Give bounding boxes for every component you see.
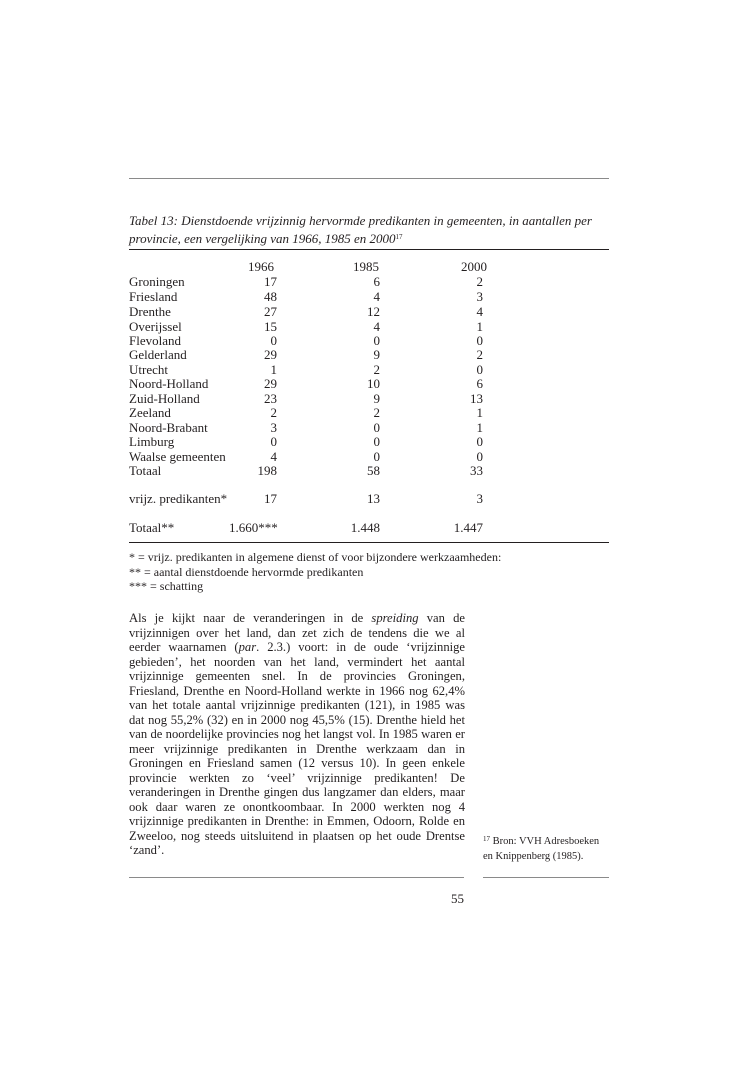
cell-1966: 198 bbox=[257, 463, 277, 478]
cell-1985: 0 bbox=[373, 449, 380, 464]
row-label: Flevoland bbox=[129, 333, 181, 348]
table-row bbox=[129, 347, 609, 362]
footnote bbox=[483, 832, 611, 864]
cell-2000: 0 bbox=[476, 449, 483, 464]
row-label: Waalse gemeenten bbox=[129, 449, 226, 464]
row-label: vrijz. predikanten* bbox=[129, 491, 228, 506]
cell-1966: 27 bbox=[264, 304, 277, 319]
body-emphasis: spreiding bbox=[371, 611, 419, 625]
cell-2000: 0 bbox=[476, 434, 483, 449]
cell-1966: 15 bbox=[264, 319, 277, 334]
cell-1985: 2 bbox=[373, 405, 380, 420]
cell-1985: 9 bbox=[373, 347, 380, 362]
cell-2000: 2 bbox=[476, 347, 483, 362]
cell-1966: 0 bbox=[270, 434, 277, 449]
table-row bbox=[129, 362, 609, 377]
row-label: Limburg bbox=[129, 434, 175, 449]
row-label: Groningen bbox=[129, 274, 185, 289]
table-row bbox=[129, 319, 609, 334]
row-label: Friesland bbox=[129, 289, 178, 304]
row-label: Zeeland bbox=[129, 405, 171, 420]
caption-text: Tabel 13: Dienstdoende vrijzinnig hervormde predikanten in gemeenten, in aantallen per provincie, een vergelijking van 1966, 1985 en 2000 bbox=[129, 213, 592, 246]
table-row bbox=[129, 449, 609, 464]
page-number: 55 bbox=[451, 891, 464, 906]
header-2000: 2000 bbox=[461, 259, 487, 274]
body-paragraph bbox=[129, 611, 465, 858]
caption-rule bbox=[129, 249, 609, 250]
cell-2000: 6 bbox=[476, 376, 483, 391]
table-row bbox=[129, 463, 609, 478]
cell-1966: 48 bbox=[264, 289, 277, 304]
cell-1985: 1.448 bbox=[350, 520, 380, 535]
note-line: ** = aantal dienstdoende hervormde predikanten bbox=[129, 564, 364, 579]
cell-2000: 33 bbox=[470, 463, 483, 478]
cell-1985: 58 bbox=[367, 463, 380, 478]
table-caption bbox=[129, 213, 609, 247]
cell-1985: 9 bbox=[373, 391, 380, 406]
cell-2000: 4 bbox=[476, 304, 483, 319]
cell-2000: 3 bbox=[476, 491, 483, 506]
footnote-text: Bron: VVH Adresboeken en Knippenberg (1985). bbox=[483, 836, 600, 862]
cell-2000: 1.447 bbox=[453, 520, 483, 535]
table-row bbox=[129, 491, 609, 506]
cell-2000: 13 bbox=[470, 391, 483, 406]
cell-1966: 2 bbox=[270, 405, 277, 420]
row-label: Overijssel bbox=[129, 319, 182, 334]
cell-2000: 1 bbox=[476, 405, 483, 420]
row-label: Drenthe bbox=[129, 304, 171, 319]
table-bottom-rule bbox=[129, 542, 609, 543]
cell-1985: 13 bbox=[367, 491, 380, 506]
table-row bbox=[129, 376, 609, 391]
table-header-row bbox=[129, 259, 609, 274]
caption-footnote-ref: 17 bbox=[395, 233, 403, 241]
cell-1966: 0 bbox=[270, 333, 277, 348]
table-row bbox=[129, 289, 609, 304]
body-text-part: . 2.3.) voort: in de oude ‘vrijzinnige gebieden’, het noorden van het land, vermindert het aantal vrijzinnige gemeenten snel. In de provincies Groningen, Friesland, Drenthe en Noord-Holland werkte in 1966 nog 62,4% van het totale aantal vrijzinnige predikanten (121), in 1985 was dat nog 55,2% (32) en in 2000 nog 45,5% (15). Drenthe hield het van de noordelijke provincies nog het langst vol. In 1985 waren er meer vrijzinnige predikanten in Drenthe werkzaam dan in Groningen en Friesland samen (12 versus 10). In geen enkele provincie werkten zo ‘veel’ vrijzinnige predikanten! De veranderingen in Drenthe gingen dus langzamer dan elders, maar ook daar waren ze onontkoombaar. In 2000 werkten nog 4 vrijzinnige predikanten in Drenthe: in Emmen, Odoorn, Rolde en Zweeloo, nog steeds uitsluitend in plaatsen op het oude Drentse ‘zand’. bbox=[129, 640, 466, 857]
cell-1985: 2 bbox=[373, 362, 380, 377]
footer-rule-right bbox=[483, 877, 609, 878]
cell-1966: 17 bbox=[264, 491, 277, 506]
header-rule bbox=[129, 178, 609, 179]
table-row bbox=[129, 333, 609, 348]
table-row bbox=[129, 391, 609, 406]
table-row bbox=[129, 520, 609, 535]
table-row bbox=[129, 304, 609, 319]
footer-rule-left bbox=[129, 877, 464, 878]
cell-2000: 0 bbox=[476, 362, 483, 377]
cell-1985: 4 bbox=[373, 319, 380, 334]
cell-1985: 6 bbox=[373, 274, 380, 289]
body-text-part: Als je kijkt naar de veranderingen in de bbox=[129, 611, 372, 625]
row-label: Gelderland bbox=[129, 347, 187, 362]
cell-1985: 10 bbox=[367, 376, 380, 391]
cell-1966: 29 bbox=[264, 347, 277, 362]
header-1966: 1966 bbox=[248, 259, 274, 274]
table-row bbox=[129, 420, 609, 435]
table-row bbox=[129, 274, 609, 289]
table-row bbox=[129, 434, 609, 449]
header-1985: 1985 bbox=[353, 259, 379, 274]
cell-1985: 0 bbox=[373, 434, 380, 449]
cell-1966: 1 bbox=[270, 362, 277, 377]
row-label: Noord-Brabant bbox=[129, 420, 208, 435]
table-notes bbox=[129, 550, 609, 594]
body-emphasis: par bbox=[238, 640, 257, 654]
cell-2000: 2 bbox=[476, 274, 483, 289]
row-label: Zuid-Holland bbox=[129, 391, 200, 406]
row-label: Utrecht bbox=[129, 362, 168, 377]
note-line: *** = schatting bbox=[129, 579, 204, 593]
cell-1985: 0 bbox=[373, 420, 380, 435]
cell-2000: 3 bbox=[476, 289, 483, 304]
cell-1985: 4 bbox=[373, 289, 380, 304]
cell-1985: 12 bbox=[367, 304, 380, 319]
row-label: Noord-Holland bbox=[129, 376, 209, 391]
row-label: Totaal bbox=[129, 463, 162, 478]
note-line: * = vrijz. predikanten in algemene dienst of voor bijzondere werkzaamheden: bbox=[129, 550, 502, 564]
body-text-part: van de vrijzinnigen over het land, dan zet zich de tendens die we al eerder waarnamen ( bbox=[129, 611, 465, 654]
cell-1966: 1.660*** bbox=[229, 520, 278, 535]
cell-1966: 4 bbox=[270, 449, 277, 464]
cell-1985: 0 bbox=[373, 333, 380, 348]
cell-1966: 17 bbox=[264, 274, 277, 289]
cell-1966: 3 bbox=[270, 420, 277, 435]
cell-1966: 29 bbox=[264, 376, 277, 391]
cell-2000: 1 bbox=[476, 420, 483, 435]
cell-2000: 1 bbox=[476, 319, 483, 334]
table-row bbox=[129, 405, 609, 420]
row-label: Totaal** bbox=[129, 520, 175, 535]
cell-1966: 23 bbox=[264, 391, 277, 406]
footnote-number: 17 bbox=[483, 835, 490, 843]
cell-2000: 0 bbox=[476, 333, 483, 348]
